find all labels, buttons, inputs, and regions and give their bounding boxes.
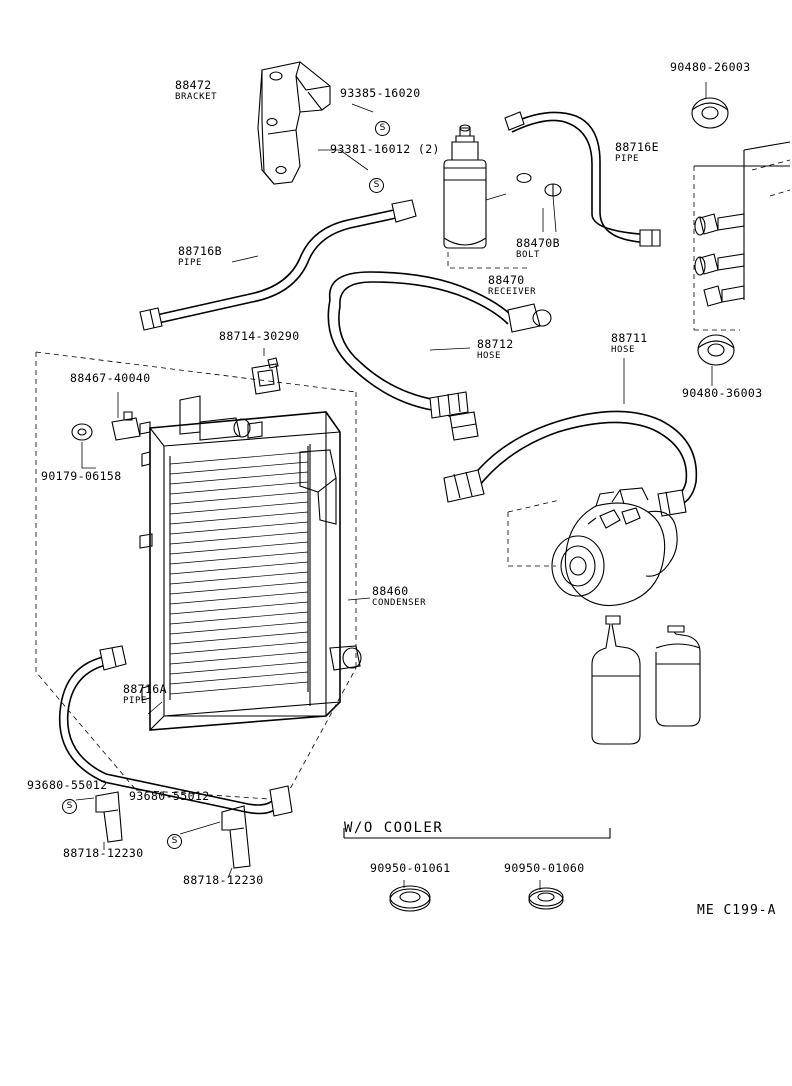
part-number: 88716E (615, 140, 659, 154)
condenser-88460-art (36, 352, 370, 800)
bracket-88718-b-art (180, 806, 250, 878)
part-label-90480-36003 (682, 388, 763, 399)
part-number: 90950-01060 (504, 861, 585, 875)
grommet-90480-36003-art (698, 335, 734, 386)
screw-mark-2: S (369, 178, 384, 193)
part-label-88470 (488, 275, 536, 297)
part-desc: CONDENSER (372, 598, 427, 608)
part-number: 90480-36003 (682, 386, 763, 400)
part-number: 88460 (372, 584, 409, 598)
part-label-90950-01060 (504, 863, 585, 874)
part-number: 88470B (516, 236, 560, 250)
part-label-90950-01061 (370, 863, 451, 874)
hose-88711-art (444, 358, 696, 516)
part-desc: BRACKET (175, 92, 218, 102)
bracket-88472-art (258, 62, 330, 184)
part-label-88712 (477, 339, 514, 361)
part-number: 90480-26003 (670, 60, 751, 74)
part-number: 88714-30290 (219, 329, 300, 343)
part-label-90179-06158 (41, 471, 122, 482)
part-number: 88712 (477, 337, 514, 351)
grommet-90480-26003-art (692, 82, 728, 128)
part-number: 88718-12230 (63, 846, 144, 860)
part-number: 88472 (175, 78, 212, 92)
part-label-93381-16012 (330, 144, 440, 155)
clamp-88714-art (252, 348, 280, 394)
part-label-88716B (178, 246, 222, 268)
part-label-88718-12230-b (183, 875, 264, 886)
part-label-88714-30290 (219, 331, 300, 342)
part-desc: HOSE (477, 351, 502, 361)
part-label-88460 (372, 586, 426, 608)
part-number: 88711 (611, 331, 648, 345)
part-number: 93381-16012 (2) (330, 142, 440, 156)
part-number: 90950-01061 (370, 861, 451, 875)
screw-mark-3: S (62, 799, 77, 814)
refrigerant-cans-art (592, 616, 700, 744)
panel-bolts-art (694, 142, 790, 330)
part-number: 88718-12230 (183, 873, 264, 887)
part-label-93680-55012-a (27, 780, 108, 791)
part-desc: PIPE (178, 258, 203, 268)
part-label-88711 (611, 333, 648, 355)
switch-88467-art (72, 392, 150, 468)
part-label-88472 (175, 80, 217, 102)
part-number: 88470 (488, 273, 525, 287)
part-label-88467-40040 (70, 373, 151, 384)
part-label-93385-16020 (340, 88, 421, 99)
part-label-90480-26003 (670, 62, 751, 73)
bracket-88718-a-art (76, 792, 122, 850)
part-number: 93680-55012 (27, 778, 108, 792)
part-number: 93680-55012 (129, 789, 210, 803)
receiver-bolt-art (517, 174, 561, 233)
part-desc: PIPE (123, 696, 148, 706)
part-desc: PIPE (615, 154, 640, 164)
part-label-93680-55012-b (129, 791, 210, 802)
part-label-88470B (516, 238, 560, 260)
pipe-88716E-art (505, 112, 660, 246)
section-title-wo-cooler: W/O COOLER (344, 820, 444, 836)
part-number: 93385-16020 (340, 86, 421, 100)
compressor-art (508, 488, 677, 606)
hose-88712-art (328, 272, 551, 440)
part-number: 88716A (123, 682, 167, 696)
screw-mark-4: S (167, 834, 182, 849)
screw-mark-1: S (375, 121, 390, 136)
part-number: 88467-40040 (70, 371, 151, 385)
diagram-code: ME C199-A (697, 903, 777, 918)
part-label-88718-12230-a (63, 848, 144, 859)
part-desc: BOLT (516, 250, 541, 260)
part-desc: RECEIVER (488, 287, 537, 297)
part-number: 90179-06158 (41, 469, 122, 483)
part-label-88716A (123, 684, 167, 706)
part-number: 88716B (178, 244, 222, 258)
part-label-88716E (615, 142, 659, 164)
part-desc: HOSE (611, 345, 636, 355)
